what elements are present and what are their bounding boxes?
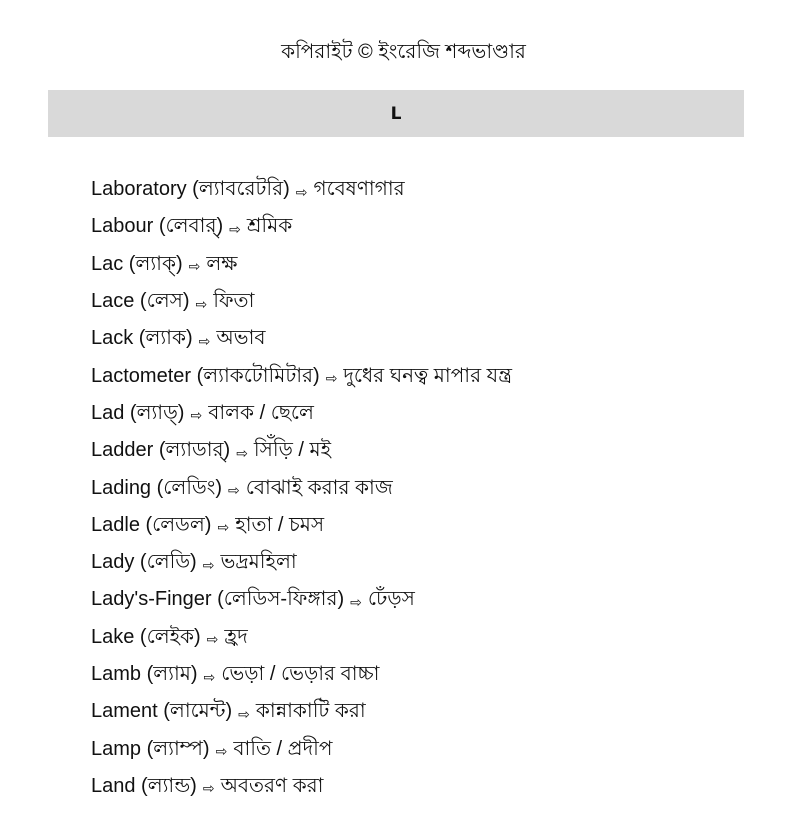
entry-row [91, 358, 512, 395]
entry-meaning: ফিতা [213, 290, 255, 313]
entry-meaning: শ্রমিক [246, 215, 293, 238]
entry-meaning: ভেড়া / ভেড়ার বাচ্চা [221, 663, 380, 685]
entry-term: Lack (ল্যাক) [91, 327, 193, 350]
section-letter: L [390, 103, 402, 124]
entry-meaning: গবেষণাগার [313, 178, 405, 201]
entry-row [91, 582, 512, 619]
entry-term: Lace (লেস) [91, 290, 190, 313]
entry-term: Lament (লামেন্ট) [91, 700, 233, 723]
entry-meaning: কান্নাকাটি করা [255, 700, 366, 723]
entry-meaning: সিঁড়ি / মই [253, 439, 332, 462]
arrow-right-icon: ⇨ [228, 482, 240, 499]
entry-term: Labour (লেবার্) [91, 215, 224, 238]
arrow-right-icon: ⇨ [215, 743, 228, 760]
entry-row [91, 209, 512, 246]
entry-row [91, 396, 512, 433]
entry-meaning: ভদ্রমহিলা [220, 551, 297, 574]
entry-row [91, 545, 512, 582]
entry-meaning: বাতি / প্রদীপ [233, 737, 333, 760]
arrow-right-icon: ⇨ [203, 668, 216, 685]
entry-row [91, 620, 512, 657]
entry-meaning: হ্রদ [224, 625, 248, 648]
entry-term: Lading (লেডিং) [91, 476, 223, 499]
entry-row [91, 769, 512, 806]
arrow-right-icon: ⇨ [350, 593, 362, 610]
entry-row [91, 508, 512, 545]
entry-term: Lactometer (ল্যাকটোমিটার) [91, 364, 320, 387]
entry-term: Land (ল্যান্ড) [91, 774, 197, 797]
entry-row [91, 657, 512, 694]
entry-meaning: ঢেঁড়স [367, 588, 415, 611]
arrow-right-icon: ⇨ [195, 295, 208, 312]
entry-term: Laboratory (ল্যাবরেটরি) [91, 178, 290, 201]
arrow-right-icon: ⇨ [229, 220, 241, 237]
entry-meaning: বালক / ছেলে [208, 401, 314, 424]
section-banner [48, 90, 744, 137]
entry-meaning: বোঝাই করার কাজ [245, 476, 393, 499]
arrow-right-icon: ⇨ [325, 370, 338, 387]
arrow-right-icon: ⇨ [202, 556, 215, 573]
arrow-right-icon: ⇨ [238, 705, 250, 722]
entry-row [91, 470, 512, 507]
entry-row [91, 284, 512, 321]
entry-row [91, 694, 512, 731]
page-header-title: কপিরাইট © ইংরেজি শব্দভাণ্ডার [281, 41, 526, 63]
arrow-right-icon: ⇨ [217, 519, 230, 536]
arrow-right-icon: ⇨ [188, 258, 201, 275]
entry-meaning: দুধের ঘনত্ব মাপার যন্ত্র [343, 364, 513, 387]
entry-meaning: অভাব [216, 327, 266, 350]
entry-row [91, 731, 512, 768]
entry-meaning: হাতা / চমস [235, 513, 325, 536]
entry-term: Ladle (লেডল) [91, 513, 212, 536]
arrow-right-icon: ⇨ [190, 407, 203, 424]
entry-term: Lamb (ল্যাম) [91, 663, 198, 685]
arrow-right-icon: ⇨ [202, 780, 215, 797]
arrow-right-icon: ⇨ [236, 444, 248, 461]
entry-row [91, 247, 512, 284]
entry-row [91, 321, 512, 358]
entry-term: Lake (লেইক) [91, 625, 201, 648]
entry-list [91, 172, 512, 806]
arrow-right-icon: ⇨ [206, 631, 219, 648]
entry-row [91, 172, 512, 209]
entry-meaning: লক্ষ [206, 252, 238, 275]
entry-term: Lamp (ল্যাম্প) [91, 737, 210, 760]
entry-term: Lad (ল্যাড্) [91, 401, 185, 424]
entry-term: Lady (লেডি) [91, 551, 197, 574]
entry-term: Ladder (ল্যাডার্) [91, 439, 231, 462]
arrow-right-icon: ⇨ [198, 332, 211, 349]
entry-meaning: অবতরণ করা [220, 774, 324, 797]
entry-row [91, 433, 512, 470]
arrow-right-icon: ⇨ [295, 183, 308, 200]
entry-term: Lac (ল্যাক্) [91, 252, 183, 275]
entry-term: Lady's-Finger (লেডিস-ফিঙ্গার) [91, 588, 345, 611]
